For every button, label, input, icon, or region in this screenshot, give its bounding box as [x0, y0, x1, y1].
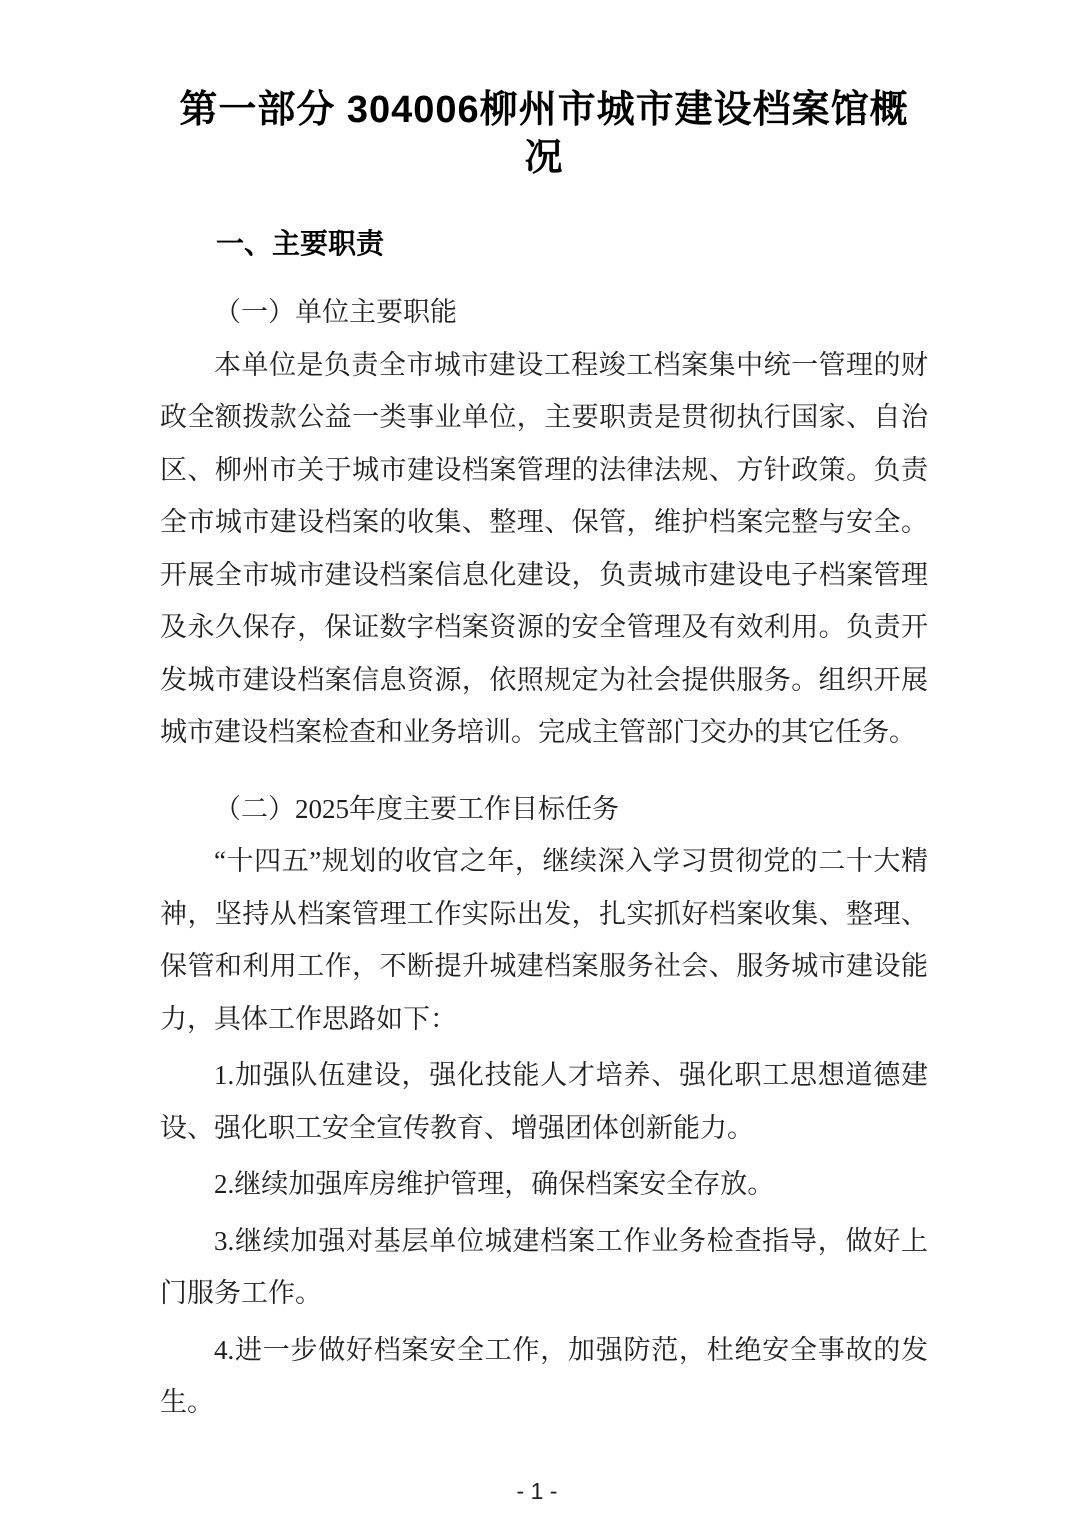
section-heading-main-duties: 一、主要职责: [216, 228, 385, 259]
paragraph-task-3: 3.继续加强对基层单位城建档案工作业务检查指导，做好上门服务工作。: [160, 1225, 928, 1308]
paragraph-2025-overview: “十四五”规划的收官之年，继续深入学习贯彻党的二十大精神，坚持从档案管理工作实际出发，扎实抓好档案收集、整理、保管和利用工作，不断提升城建档案服务社会、服务城市建设能力，具体工作思路如下：: [160, 846, 928, 1034]
paragraph-task-4: 4.进一步做好档案安全工作，加强防范，杜绝安全事故的发生。: [160, 1334, 928, 1417]
document-title: 第一部分 304006柳州市城市建设档案馆概况: [179, 89, 909, 179]
paragraph-unit-functions: 本单位是负责全市城市建设工程竣工档案集中统一管理的财政全额拨款公益一类事业单位，主要职责是贯彻执行国家、自治区、柳州市关于城市建设档案管理的法律法规、方针政策。负责全市城市建设档案的收集、整理、保管，维护档案完整与安全。开展全市城市建设档案信息化建设，负责城市建设电子档案管理及永久保存，保证数字档案资源的安全管理及有效利用。负责开发城市建设档案信息资源，依照规定为社会提供服务。组织开展城市建设档案检查和业务培训。完成主管部门交办的其它任务。: [160, 349, 928, 747]
paragraph-task-1: 1.加强队伍建设，强化技能人才培养、强化职工思想道德建设、强化职工安全宣传教育、增强团体创新能力。: [160, 1060, 928, 1143]
page-number: - 1 -: [516, 1478, 558, 1504]
subsection-heading-2025-goals: （二）2025年度主要工作目标任务: [214, 793, 619, 824]
paragraph-task-2: 2.继续加强库房维护管理，确保档案安全存放。: [214, 1169, 775, 1199]
subsection-heading-unit-functions: （一）单位主要职能: [214, 297, 457, 327]
